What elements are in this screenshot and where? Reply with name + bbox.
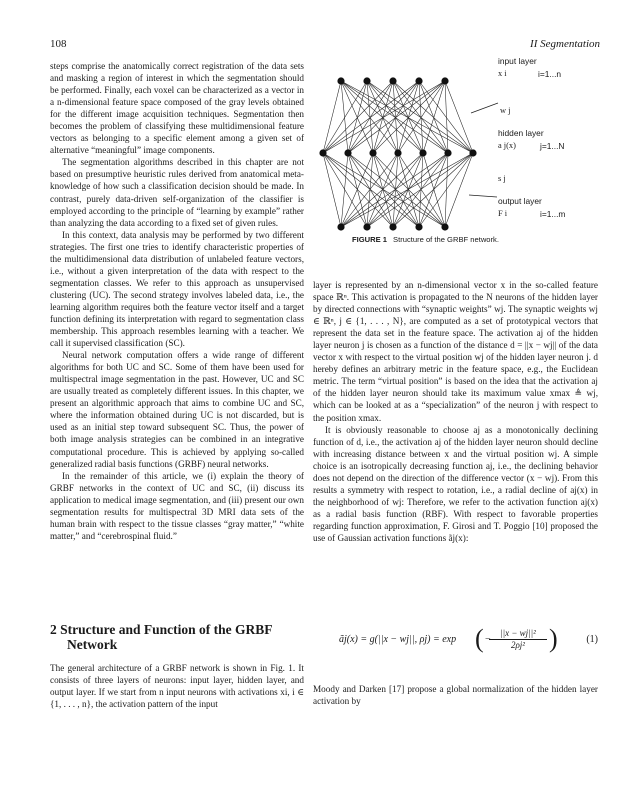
connection-line xyxy=(341,153,348,227)
hidden-neuron xyxy=(369,149,376,156)
hidden-neuron xyxy=(394,149,401,156)
label-output-range: i=1...m xyxy=(540,209,566,219)
caption-label: FIGURE 1 xyxy=(352,235,388,244)
input-neuron xyxy=(337,77,344,84)
connection-line xyxy=(348,153,445,227)
connection-line xyxy=(419,81,448,153)
section-heading xyxy=(50,622,320,652)
label-input-range: i=1...n xyxy=(538,69,562,79)
section-body: The general architecture of a GRBF network is shown in Fig. 1. It consists of three layers of neurons: input layer, hidden layer, and output layer. If we start from n input neurons with activations xi, i ∈ {1, . . . , n}, the activation pattern of the input xyxy=(50,663,304,710)
equation-fraction xyxy=(489,628,547,650)
connection-line xyxy=(341,153,473,227)
equation-close-paren: ) xyxy=(549,624,558,653)
section-heading-line1: 2 Structure and Function of the GRBF xyxy=(50,622,273,637)
connection-line xyxy=(323,81,367,153)
hidden-neuron xyxy=(469,149,476,156)
input-neuron xyxy=(363,77,370,84)
equation-lhs: ãj(x) = g(||x − wj||, ρj) = exp xyxy=(339,634,457,645)
label-output-var: F i xyxy=(498,209,508,218)
connection-line xyxy=(419,153,448,227)
connection-line xyxy=(367,81,423,153)
label-hidden-var: a j(x) xyxy=(498,141,516,150)
equation-numerator: ||x − wj||² xyxy=(489,628,547,640)
connection-line xyxy=(445,81,448,153)
output-neuron xyxy=(441,223,448,230)
paragraph-2: The segmentation algorithms described in this chapter are not based on presumptive heuristic rules derived from anatomical meta-knowledge of how such a classification decision should be made. In contrast, purely data-driven self-organization of the classifier is employed according to the principle of “learning by example” rather than analyzing the data according to a fixed set of given rules. xyxy=(50,157,304,228)
connection-line xyxy=(348,81,393,153)
label-input-var: x i xyxy=(498,69,507,78)
caption-text: Structure of the GRBF network. xyxy=(393,235,499,244)
connection-line xyxy=(341,81,423,153)
label-input-layer: input layer xyxy=(498,56,537,66)
output-neuron xyxy=(415,223,422,230)
connection-line xyxy=(367,153,373,227)
label-hidden-layer: hidden layer xyxy=(498,128,544,138)
input-neuron xyxy=(389,77,396,84)
input-neuron xyxy=(441,77,448,84)
hidden-neuron xyxy=(319,149,326,156)
paragraph-4: Neural network computation offers a wide range of different algorithms for both UC and SC. Some of them have been used for multispectral image segmentation in the past. However, UC and SC are usually treated as completely different issues. In this chapter, we present an algorithmic approach that aims to combine UC and SC, where the information obtained during UC is not discarded, but is used as an initial step toward subsequent SC. Thus, the power of both image analysis strategies can be combined in an integrative computational procedure. This is achieved by applying so-called generalized radial basis functions (GRBF) neural networks. xyxy=(50,350,304,469)
input-neuron xyxy=(415,77,422,84)
label-weight: w j xyxy=(500,106,511,115)
hidden-neuron xyxy=(344,149,351,156)
after-equation-text: Moody and Darken [17] propose a global normalization of the hidden layer activation by xyxy=(313,684,598,707)
connection-line xyxy=(341,81,398,153)
weight-pointer xyxy=(471,103,498,113)
connection-line xyxy=(323,81,341,153)
hidden-neuron xyxy=(444,149,451,156)
connection-line xyxy=(445,153,473,227)
s-pointer xyxy=(469,195,497,197)
output-neuron xyxy=(389,223,396,230)
left-column xyxy=(50,60,304,542)
hidden-neuron xyxy=(419,149,426,156)
connection-line xyxy=(373,153,419,227)
right-paragraph-2: It is obviously reasonable to choose aj as a monotonically declining function of d, i.e., the activation aj of the hidden layer neuron should decline with increasing distance between x and the virtual position wj. A simple choice is an isotropically decreasing function aj, i.e., the declining behavior does not depend on the direction of the difference vector (x − wj). From this results a symmetry with respect to rotation, i.e., a radial decline of aj(x) in the neighborhood of wj: Therefore, we refer to the activation function aj(x) as a radial basis function (RBF). With respect to favorable properties regarding function approximation, F. Girosi and T. Poggio [10] proposed the use of Gaussian activation functions ãj(x): xyxy=(313,424,598,543)
connection-line xyxy=(445,153,448,227)
output-neuron xyxy=(337,223,344,230)
connection-line xyxy=(419,153,473,227)
running-head: II Segmentation xyxy=(530,38,600,50)
connection-line xyxy=(367,81,448,153)
connection-line xyxy=(341,81,473,153)
connection-line xyxy=(341,153,398,227)
label-hidden-range: j=1...N xyxy=(540,141,565,151)
connection-line xyxy=(323,153,341,227)
connection-line xyxy=(373,81,419,153)
paragraph-5: In the remainder of this article, we (i) explain the theory of GRBF networks in the context of UC and SC, (ii) discuss its application to medical image segmentation, and (iii) present our own segmentation results for multispectral 3D MRI data sets of the human brain with respect to the tissue classes “gray matter,” “white matter,” and “cerebrospinal fluid.” xyxy=(50,470,304,541)
paragraph-3: In this context, data analysis may be performed by two different strategies. The first one tries to identify characteristic properties of the multidimensional data distribution of unlabeled feature vectors, i.e., without a given interpretation of the data with respect to the segmentation classes. We refer to this approach as unsupervised clustering (UC). The second strategy involves labeled data, i.e., the learning algorithm requires both the feature vector itself and a target function defining its interpretation with regard to segmentation class membership. This approach resembles learning with a teacher. We call it supervised classification (SC). xyxy=(50,229,304,349)
connection-line xyxy=(341,81,348,153)
label-output-layer: output layer xyxy=(498,196,542,206)
output-neuron xyxy=(363,223,370,230)
equation-1 xyxy=(313,624,598,658)
right-paragraph-1: layer is represented by an n-dimensional vector x in the so-called feature space ℝⁿ. This activation is propagated to the N neurons of the hidden layer by directed connections with “synaptic weights” wj. The synaptic weights wj ∈ ℝⁿ, j ∈ {1, . . . , N}, are computed as a set of prototypical vectors that represent the data set in the feature space. The activation aj of the hidden layer neuron j is chosen as a function of the distance d = ||x − wj|| of the data vector x with respect to the virtual position wj of the hidden layer neuron j. d hereby defines an arbitrary metric in the feature space, e.g., the Euclidean metric. The term “virtual position” is based on the idea that the activation aj of the hidden layer neuron should take its maximum value xmax ≜ wj, which can be looked at as a “specialization” of the neuron j with respect to the position xmax. xyxy=(313,280,598,423)
connection-line xyxy=(348,153,393,227)
connection-line xyxy=(348,81,445,153)
equation-open-paren: ( xyxy=(475,624,484,653)
figure-caption xyxy=(352,235,499,244)
section-heading-line2: Network xyxy=(67,637,118,652)
connection-line xyxy=(323,81,419,153)
paragraph-1: steps comprise the anatomically correct registration of the data sets and masking a region of interest in which the segmentation should be performed. Finally, each voxel can be characterized as a vector in a n-dimensional feature space composed of the gray levels obtained for the different image acquisition techniques. Segmentation then becomes the problem of classifying these multidimensional feature vectors as belonging to a specific element among a given set of alternative “meaningful” image components. xyxy=(50,61,304,156)
equation-denominator: 2ρj² xyxy=(510,640,526,650)
connection-line xyxy=(445,81,473,153)
equation-tag: (1) xyxy=(586,634,598,645)
label-s: s j xyxy=(498,174,506,183)
connection-line xyxy=(341,153,423,227)
equation-minus: − xyxy=(485,634,491,645)
page-number: 108 xyxy=(50,38,67,50)
connection-line xyxy=(367,153,423,227)
right-column xyxy=(313,279,598,544)
